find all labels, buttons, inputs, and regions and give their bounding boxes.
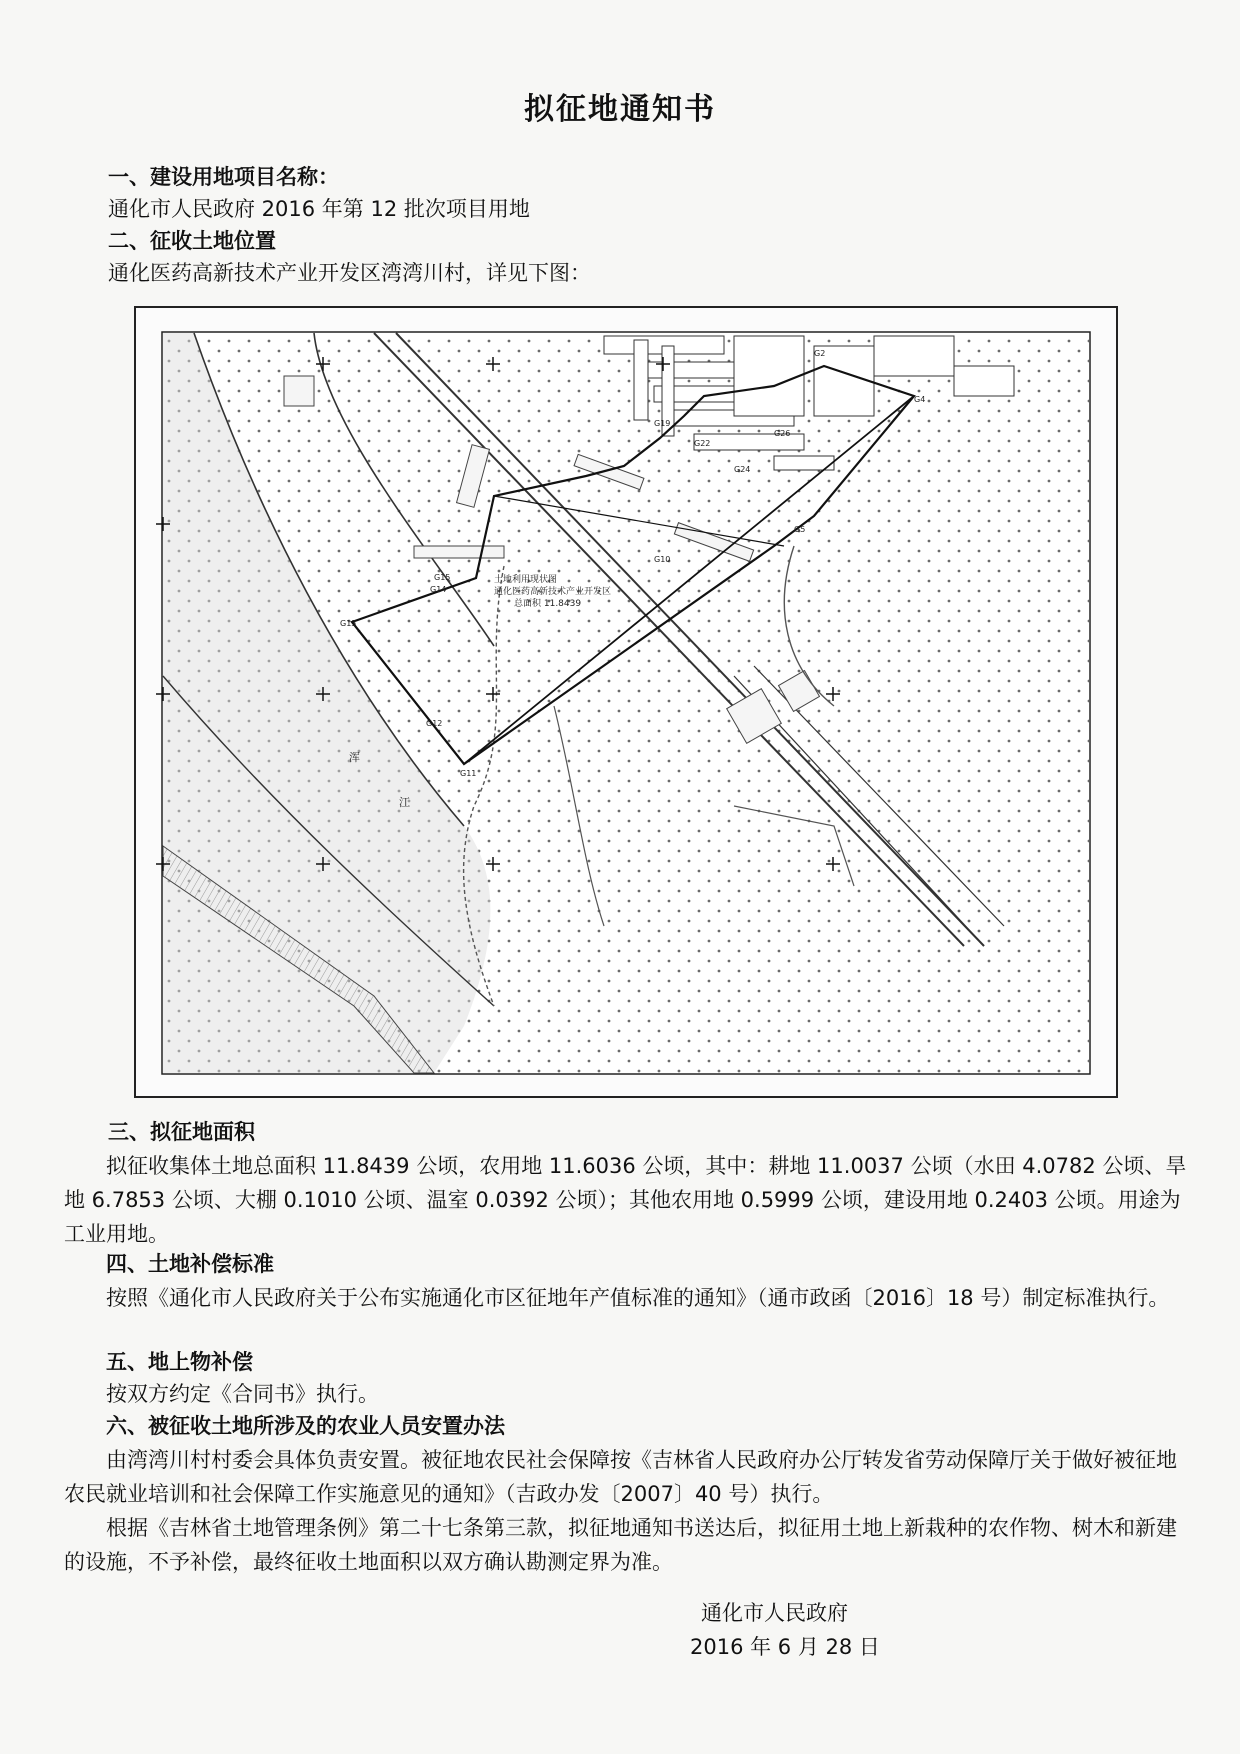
map-center-label-1: 土地利用现状图 — [494, 575, 558, 585]
river-char: 浑 — [349, 751, 360, 764]
land-location-map — [134, 306, 1118, 1098]
map-point-label: G10 — [654, 555, 671, 564]
map-point-label: G11 — [460, 769, 477, 778]
map-point-label: G4 — [914, 395, 926, 404]
map-point-label: G5 — [794, 525, 806, 534]
map-center-label-3: 总面积 11.8439 — [514, 599, 582, 609]
map-center-label-2: 通化医药高新技术产业开发区 — [494, 587, 612, 597]
map-svg — [134, 306, 1118, 1098]
map-point-label: G2 — [814, 349, 826, 358]
section1-heading: 一、建设用地项目名称： — [108, 165, 339, 189]
map-point-label: G15 — [434, 573, 451, 582]
section3-text: 拟征收集体土地总面积 11.8439 公顷，农用地 11.6036 公顷，其中：耕地 11.0037 公顷（水田 4.0782 公顷、旱地 6.7853 公顷、大棚 0.1010 公顷、温室 0.0392 公顷）；其他农用地 0.5999 公顷，建设用地 0.2403 公顷。用途为工业用地。 — [64, 1154, 1187, 1246]
map-point-label: G12 — [426, 719, 443, 728]
section4-text: 按照《通化市人民政府关于公布实施通化市区征地年产值标准的通知》（通市政函〔2016〕18 号）制定标准执行。 — [106, 1286, 1170, 1310]
section3-heading: 三、拟征地面积 — [108, 1120, 255, 1144]
section6-heading: 六、被征收土地所涉及的农业人员安置办法 — [106, 1414, 505, 1438]
map-point-label: G24 — [734, 465, 751, 474]
section1-text: 通化市人民政府 2016 年第 12 批次项目用地 — [108, 197, 530, 221]
section5-heading: 五、地上物补偿 — [106, 1350, 253, 1374]
map-point-label: G14 — [430, 585, 447, 594]
document-title: 拟征地通知书 — [524, 92, 716, 127]
section6-text: 由湾湾川村村委会具体负责安置。被征地农民社会保障按《吉林省人民政府办公厅转发省劳动保障厅关于做好被征地农民就业培训和社会保障工作实施意见的通知》（吉政办发〔2007〕40 号）执行。 — [64, 1448, 1177, 1506]
section2-heading: 二、征收土地位置 — [108, 229, 276, 253]
map-point-label: G13 — [340, 619, 357, 628]
closing-paragraph: 根据《吉林省土地管理条例》第二十七条第三款，拟征地通知书送达后，拟征用土地上新栽种的农作物、树木和新建的设施，不予补偿，最终征收土地面积以双方确认勘测定界为准。 — [64, 1516, 1177, 1574]
section4-heading: 四、土地补偿标准 — [106, 1252, 274, 1276]
map-point-label: G22 — [694, 439, 711, 448]
section2-text: 通化医药高新技术产业开发区湾湾川村，详见下图： — [108, 261, 591, 285]
signature-org: 通化市人民政府 — [701, 1601, 848, 1625]
section5-text: 按双方约定《合同书》执行。 — [106, 1382, 379, 1406]
map-point-label: G26 — [774, 429, 791, 438]
map-point-label: G19 — [654, 419, 671, 428]
signature-date: 2016 年 6 月 28 日 — [690, 1635, 880, 1659]
river-char: 江 — [399, 796, 410, 809]
